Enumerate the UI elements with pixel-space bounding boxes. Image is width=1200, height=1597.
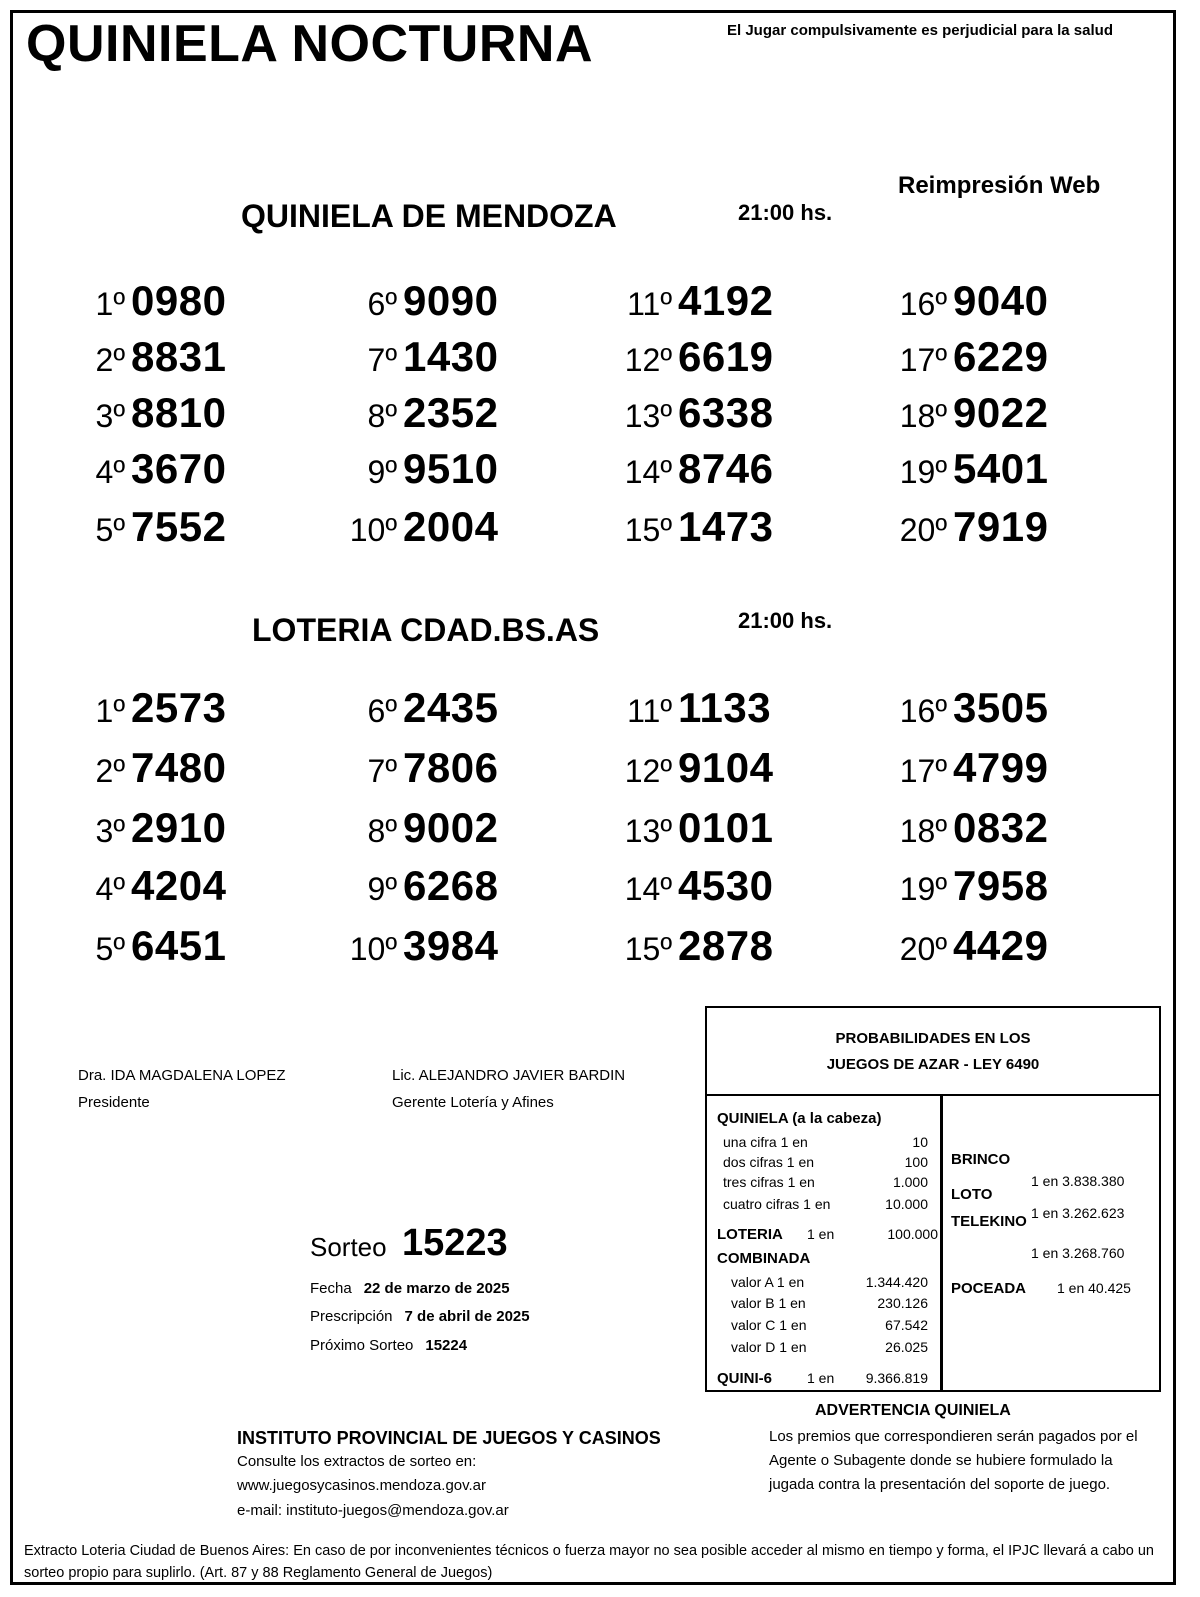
result-position: 4º (95, 454, 125, 490)
result-number: 8831 (131, 333, 227, 380)
result-number: 2878 (678, 922, 774, 969)
quiniela-row-label: tres cifras 1 en (723, 1174, 815, 1190)
probabilities-header (707, 1008, 1159, 1096)
result-cell (327, 445, 587, 493)
combinada-row-label: valor C 1 en (731, 1317, 807, 1333)
result-cell (602, 389, 862, 437)
result-cell (602, 862, 862, 910)
result-position: 16º (899, 286, 947, 322)
combinada-row-label: valor A 1 en (731, 1274, 805, 1290)
result-number: 8746 (678, 445, 774, 492)
result-number: 6619 (678, 333, 774, 380)
probabilities-title-2: JUEGOS DE AZAR - LEY 6490 (826, 1056, 1040, 1073)
result-cell (55, 862, 315, 910)
quiniela-row-label: cuatro cifras 1 en (723, 1196, 831, 1212)
result-position: 19º (899, 871, 947, 907)
result-cell (602, 503, 862, 551)
proximo-value: 15224 (425, 1337, 468, 1354)
institute-line-1: Consulte los extractos de sorteo en: (237, 1453, 477, 1470)
result-position: 3º (95, 398, 125, 434)
result-position: 7º (367, 753, 397, 789)
result-number: 4429 (953, 922, 1049, 969)
result-position: 9º (367, 871, 397, 907)
fecha-value: 22 de marzo de 2025 (363, 1280, 510, 1297)
result-cell (327, 804, 587, 852)
result-cell (602, 744, 862, 792)
probabilities-left-column (707, 1096, 943, 1390)
result-cell (55, 922, 315, 970)
signature-role: Gerente Lotería y Afines (392, 1094, 554, 1111)
telekino-value: 1 en 3.268.760 (1031, 1245, 1125, 1261)
quini6-value: 9.366.819 (865, 1370, 928, 1386)
result-number: 1430 (403, 333, 499, 380)
result-position: 12º (624, 753, 672, 789)
result-position: 8º (367, 398, 397, 434)
result-number: 8810 (131, 389, 227, 436)
signature-name: Dra. IDA MAGDALENA LOPEZ (78, 1067, 286, 1084)
result-number: 0832 (953, 804, 1049, 851)
result-cell (877, 389, 1137, 437)
fecha-row (310, 1280, 510, 1297)
result-number: 6268 (403, 862, 499, 909)
quiniela-title: QUINIELA (a la cabeza) (717, 1110, 882, 1127)
result-cell (877, 684, 1137, 732)
result-position: 2º (95, 342, 125, 378)
result-cell (327, 744, 587, 792)
sorteo-label: Sorteo (310, 1232, 387, 1262)
result-cell (877, 862, 1137, 910)
probabilities-box (705, 1006, 1161, 1392)
result-cell (602, 333, 862, 381)
result-position: 13º (624, 398, 672, 434)
result-position: 16º (899, 693, 947, 729)
prescripcion-row (310, 1308, 530, 1325)
quini6-en: 1 en (807, 1370, 835, 1386)
result-cell (877, 277, 1137, 325)
proximo-label: Próximo Sorteo (310, 1337, 414, 1354)
combinada-row-value: 26.025 (885, 1339, 928, 1355)
result-position: 5º (95, 512, 125, 548)
poceada-value: 1 en 40.425 (1057, 1280, 1131, 1296)
result-number: 6229 (953, 333, 1049, 380)
result-number: 9104 (678, 744, 774, 791)
combinada-row-label: valor D 1 en (731, 1339, 807, 1355)
signature-name: Lic. ALEJANDRO JAVIER BARDIN (392, 1067, 626, 1084)
result-position: 5º (95, 931, 125, 967)
telekino-label: TELEKINO (951, 1213, 1027, 1230)
institute-email: e-mail: instituto-juegos@mendoza.gov.ar (237, 1502, 509, 1519)
result-number: 9022 (953, 389, 1049, 436)
mendoza-title: QUINIELA DE MENDOZA (241, 198, 617, 234)
result-number: 7919 (953, 503, 1049, 550)
result-number: 9510 (403, 445, 499, 492)
result-cell (877, 804, 1137, 852)
result-number: 1133 (678, 684, 772, 731)
result-position: 7º (367, 342, 397, 378)
result-position: 2º (95, 753, 125, 789)
result-number: 2004 (403, 503, 499, 550)
result-number: 5401 (953, 445, 1049, 492)
result-position: 15º (624, 512, 672, 548)
result-position: 1º (95, 693, 125, 729)
result-position: 10º (349, 931, 397, 967)
result-number: 6338 (678, 389, 774, 436)
result-number: 2910 (131, 804, 227, 851)
signature-president (78, 1062, 286, 1116)
loto-value: 1 en 3.262.623 (1031, 1205, 1125, 1221)
result-number: 2435 (403, 684, 499, 731)
health-warning: El Jugar compulsivamente es perjudicial para la salud (727, 22, 1113, 39)
result-position: 14º (624, 454, 672, 490)
combinada-row-label: valor B 1 en (731, 1295, 806, 1311)
advertencia-text: Los premios que correspondieren serán pagados por el Agente o Subagente donde se hubiere formulado la jugada contra la presentación del soporte de juego. (769, 1428, 1138, 1493)
result-number: 9090 (403, 277, 499, 324)
fecha-label: Fecha (310, 1280, 352, 1297)
result-position: 6º (367, 693, 397, 729)
signature-role: Presidente (78, 1094, 150, 1111)
result-cell (55, 804, 315, 852)
result-position: 19º (899, 454, 947, 490)
quiniela-row-label: una cifra 1 en (723, 1134, 808, 1150)
quiniela-row-value: 10.000 (885, 1196, 928, 1212)
result-number: 3505 (953, 684, 1049, 731)
quini6-label: QUINI-6 (717, 1370, 773, 1387)
result-cell (327, 389, 587, 437)
result-cell (877, 744, 1137, 792)
result-cell (602, 277, 862, 325)
result-number: 4192 (678, 277, 774, 324)
result-position: 3º (95, 813, 125, 849)
quiniela-row-value: 1.000 (892, 1174, 928, 1190)
prescripcion-value: 7 de abril de 2025 (404, 1308, 530, 1325)
combinada-row-value: 230.126 (877, 1295, 928, 1311)
result-cell (327, 862, 587, 910)
result-cell (55, 389, 315, 437)
result-cell (55, 445, 315, 493)
result-number: 9040 (953, 277, 1049, 324)
result-number: 9002 (403, 804, 499, 851)
loto-label: LOTO (951, 1186, 993, 1203)
result-cell (602, 445, 862, 493)
result-cell (602, 804, 862, 852)
institute-website: www.juegosycasinos.mendoza.gov.ar (237, 1477, 487, 1494)
result-cell (55, 277, 315, 325)
result-cell (327, 922, 587, 970)
result-number: 6451 (131, 922, 227, 969)
result-position: 17º (899, 753, 947, 789)
combinada-title: COMBINADA (717, 1250, 811, 1267)
sorteo-number: 15223 (402, 1222, 508, 1264)
result-position: 1º (95, 286, 125, 322)
result-position: 20º (899, 512, 947, 548)
result-cell (877, 333, 1137, 381)
result-number: 0980 (131, 277, 227, 324)
result-cell (327, 503, 587, 551)
result-position: 8º (367, 813, 397, 849)
result-number: 7552 (131, 503, 227, 550)
result-position: 20º (899, 931, 947, 967)
proximo-row (310, 1337, 467, 1354)
mendoza-time: 21:00 hs. (738, 200, 833, 225)
result-cell (602, 684, 862, 732)
signature-manager (392, 1062, 625, 1116)
quiniela-row-value: 10 (912, 1134, 928, 1150)
result-number: 2352 (403, 389, 499, 436)
result-number: 7480 (131, 744, 227, 791)
result-position: 6º (367, 286, 397, 322)
result-position: 12º (624, 342, 672, 378)
footer-note: Extracto Loteria Ciudad de Buenos Aires: En caso de por inconvenientes técnicos o fuerza mayor no sea posible acceder al mismo en tiempo y forma, el IPJC llevará a cabo un sorteo propio para suplirlo. (Art. 87 y 88 Reglamento General de Juegos) (24, 1543, 1154, 1581)
result-position: 14º (624, 871, 672, 907)
result-number: 3670 (131, 445, 227, 492)
quiniela-row-label: dos cifras 1 en (723, 1154, 815, 1170)
result-position: 11º (627, 693, 672, 729)
result-position: 10º (349, 512, 397, 548)
result-position: 17º (899, 342, 947, 378)
reprint-label: Reimpresión Web (898, 172, 1101, 199)
result-number: 3984 (403, 922, 499, 969)
combinada-row-value: 1.344.420 (865, 1274, 928, 1290)
result-cell (327, 277, 587, 325)
result-position: 13º (624, 813, 672, 849)
result-number: 0101 (678, 804, 774, 851)
loteria-en: 1 en (807, 1226, 835, 1242)
result-number: 4530 (678, 862, 774, 909)
result-cell (877, 922, 1137, 970)
combinada-row-value: 67.542 (885, 1317, 928, 1333)
result-position: 4º (95, 871, 125, 907)
result-number: 1473 (678, 503, 774, 550)
result-position: 18º (899, 398, 947, 434)
probabilities-title-1: PROBABILIDADES EN LOS (835, 1030, 1031, 1047)
result-position: 11º (627, 286, 672, 322)
result-position: 9º (367, 454, 397, 490)
quiniela-row-value: 100 (904, 1154, 928, 1170)
brinco-value: 1 en 3.838.380 (1031, 1173, 1125, 1189)
result-cell (327, 684, 587, 732)
result-number: 4799 (953, 744, 1049, 791)
result-cell (55, 684, 315, 732)
result-number: 7806 (403, 744, 499, 791)
result-number: 2573 (131, 684, 227, 731)
prescripcion-label: Prescripción (310, 1308, 393, 1325)
poceada-label: POCEADA (951, 1280, 1027, 1297)
result-cell (327, 333, 587, 381)
loteria-value: 100.000 (887, 1226, 938, 1242)
page-title: QUINIELA NOCTURNA (26, 15, 593, 73)
institute-title: INSTITUTO PROVINCIAL DE JUEGOS Y CASINOS (237, 1428, 661, 1448)
result-number: 4204 (131, 862, 227, 909)
result-cell (55, 503, 315, 551)
brinco-label: BRINCO (951, 1151, 1011, 1168)
result-cell (55, 333, 315, 381)
result-cell (877, 503, 1137, 551)
result-position: 15º (624, 931, 672, 967)
loteria-label: LOTERIA (717, 1226, 783, 1243)
advertencia-title: ADVERTENCIA QUINIELA (815, 1402, 1011, 1419)
result-cell (55, 744, 315, 792)
result-position: 18º (899, 813, 947, 849)
result-number: 7958 (953, 862, 1049, 909)
result-cell (877, 445, 1137, 493)
caba-title: LOTERIA CDAD.BS.AS (252, 612, 600, 648)
result-cell (602, 922, 862, 970)
caba-time: 21:00 hs. (738, 608, 833, 633)
